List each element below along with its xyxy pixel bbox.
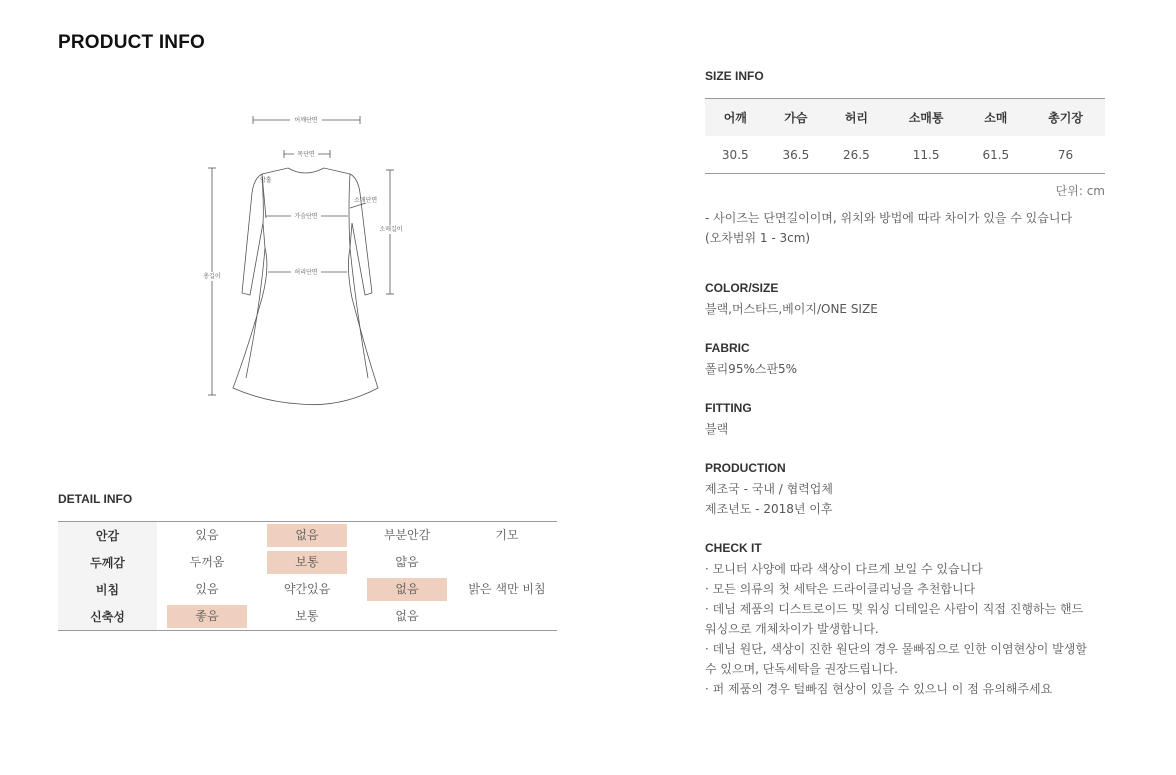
shoulder-label: 어깨단면 [294,117,318,124]
detail-row [58,603,557,631]
check-it-line: · 데님 제품의 디스트로이드 및 워싱 디테일은 사람이 직접 진행하는 핸드 [705,602,1084,616]
detail-info-table [58,521,557,631]
detail-option-cell [257,576,357,603]
fabric-section [705,341,1115,379]
size-header: 소매통 [887,99,966,137]
size-note-line: (오차범위 1 - 3cm) [705,231,811,245]
detail-option-cell [357,603,457,631]
detail-row-label: 비침 [58,576,157,603]
fitting-value: 블랙 [705,422,729,436]
detail-option [467,604,547,627]
detail-option: 부분안감 [383,528,431,542]
detail-option-cell [157,522,257,550]
detail-option-cell [157,549,257,576]
detail-row [58,576,557,603]
size-value: 76 [1057,147,1074,162]
check-it-line: · 데님 원단, 색상이 진한 원단의 경우 물빠짐으로 인한 이염현상이 발생할 [705,642,1087,656]
fitting-title: FITTING [705,401,752,415]
size-note-line: - 사이즈는 단면길이이며, 위치와 방법에 따라 차이가 있을 수 있습니다 [705,211,1073,225]
check-it-section [705,541,1115,699]
detail-option-cell [357,522,457,550]
detail-option: 두꺼움 [189,555,225,569]
detail-option-cell [457,549,557,576]
size-unit: 단위: cm [1055,184,1105,198]
detail-option: 보통 [295,609,319,623]
size-value: 36.5 [782,147,810,162]
page-title: PRODUCT INFO [58,32,206,53]
armhole-label: 암홀 [260,177,272,184]
detail-option-selected: 좋음 [167,605,247,628]
neck-label: 목단면 [297,151,315,158]
color-size-value: 블랙,머스타드,베이지/ONE SIZE [705,302,878,316]
detail-row-label: 안감 [58,522,157,550]
size-value: 61.5 [982,147,1010,162]
fabric-title: FABRIC [705,341,750,355]
detail-option-cell [357,576,457,603]
production-line: 제조국 - 국내 / 협력업체 [705,482,833,496]
color-size-title: COLOR/SIZE [705,281,779,295]
check-it-title: CHECK IT [705,541,762,555]
detail-option [467,550,547,573]
size-header: 어깨 [705,99,766,137]
size-value: 11.5 [912,147,940,162]
check-it-line: · 퍼 제품의 경우 털빠짐 현상이 있을 수 있으니 이 점 유의해주세요 [705,682,1053,696]
dress-measurement-diagram [190,108,420,408]
detail-option: 없음 [395,609,419,623]
detail-row [58,522,557,550]
detail-option-cell [157,576,257,603]
size-header: 소매 [966,99,1027,137]
detail-option: 약간있음 [283,582,331,596]
fabric-value: 폴리95%스판5% [705,362,798,376]
fitting-section [705,401,1115,439]
check-it-line: 워싱으로 개체차이가 발생합니다. [705,622,879,636]
detail-option-cell [457,603,557,631]
detail-option-cell [257,549,357,576]
detail-option: 밝은 색만 비침 [468,582,546,596]
detail-option: 있음 [195,528,219,542]
size-header: 허리 [826,99,887,137]
detail-option-cell [457,522,557,550]
production-line: 제조년도 - 2018년 이후 [705,502,833,516]
production-section [705,461,1115,519]
size-info-title: SIZE INFO [705,69,764,83]
color-size-section [705,281,1115,319]
check-it-line: 수 있으며, 단독세탁을 권장드립니다. [705,662,898,676]
detail-row-label: 두께감 [58,549,157,576]
detail-option: 얇음 [395,555,419,569]
detail-option-selected: 없음 [267,524,347,547]
detail-info-title: DETAIL INFO [58,492,133,506]
detail-row-label: 신축성 [58,603,157,631]
detail-option-cell [157,603,257,631]
check-it-list [705,559,1115,699]
detail-option: 기모 [495,528,519,542]
sleeve-width-label: 소매단면 [354,197,378,204]
detail-option-cell [257,603,357,631]
size-info-table [705,98,1105,174]
chest-label: 가슴단면 [294,213,318,220]
detail-option-cell [257,522,357,550]
detail-option-cell [457,576,557,603]
waist-label: 허리단면 [294,269,318,276]
production-title: PRODUCTION [705,461,786,475]
detail-option: 있음 [195,582,219,596]
detail-option-cell [357,549,457,576]
detail-option-selected: 없음 [367,578,447,601]
size-header: 가슴 [766,99,827,137]
detail-row [58,549,557,576]
size-note [705,208,1105,248]
size-header: 총기장 [1026,99,1105,137]
detail-option-selected: 보통 [267,551,347,574]
sleeve-length-label: 소매길이 [379,226,403,233]
check-it-line: · 모니터 사양에 따라 색상이 다르게 보일 수 있습니다 [705,562,983,576]
check-it-line: · 모든 의류의 첫 세탁은 드라이클리닝을 추천합니다 [705,582,976,596]
size-value: 26.5 [843,147,870,162]
size-value: 30.5 [721,147,749,162]
total-length-label: 총길이 [203,273,221,280]
